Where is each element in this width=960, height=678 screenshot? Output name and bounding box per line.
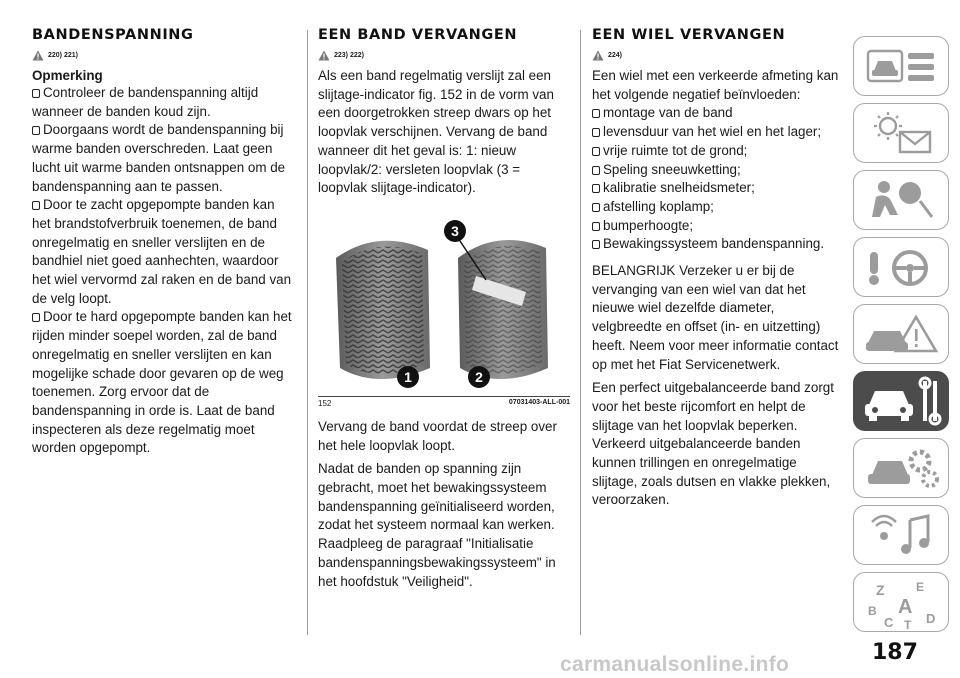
index-letter: D — [926, 611, 936, 626]
bullet-box-icon — [32, 126, 40, 135]
lights-warning-tab[interactable] — [853, 103, 949, 163]
steering-wheel-icon — [854, 238, 950, 298]
column-divider — [580, 30, 581, 635]
car-dashboard-tab[interactable] — [853, 36, 949, 96]
warning-refs — [592, 49, 844, 61]
figure-caption — [318, 399, 570, 408]
index-letter: E — [916, 580, 925, 594]
car-info-icon — [854, 37, 950, 97]
bullet-box-icon — [592, 147, 600, 156]
multimedia-tab[interactable] — [853, 505, 949, 565]
list-item: montage van de band — [592, 104, 844, 123]
bullet-box-icon — [592, 184, 600, 193]
list-item: Bewakingssysteem bandenspanning. — [592, 235, 844, 254]
column-tire-replace — [318, 26, 570, 596]
airbag-icon — [854, 171, 950, 231]
column-divider — [307, 30, 308, 635]
index-letter: T — [904, 618, 912, 632]
section-title: EEN WIEL VERVANGEN — [592, 27, 786, 43]
bullet-box-icon — [592, 240, 600, 249]
column-wheel-replace — [592, 26, 844, 515]
bullet-box-icon — [592, 222, 600, 231]
watermark: carmanualsonline.info — [560, 653, 790, 676]
index-letter: Z — [876, 582, 885, 598]
warning-triangle-icon — [592, 50, 604, 61]
safety-tab[interactable] — [853, 170, 949, 230]
index-letter: A — [898, 596, 913, 618]
warning-triangle-icon — [32, 50, 44, 61]
bullet-box-icon — [592, 203, 600, 212]
list-item: Door te hard opgepompte banden kan het rijden minder soepel worden, zal de band onregelmatig en sneller verslijten en kan mogelijke schade door gevaren op de weg toenemen. Zorg ervoor dat de bandenspanning in orde is. Laat de band inspecteren als deze regelmatig moet worden opgepompt. — [32, 309, 292, 456]
index-tab[interactable] — [853, 572, 949, 632]
list-item: levensduur van het wiel en het lager; — [592, 123, 844, 142]
list-item: Doorgaans wordt de bandenspanning bij warme banden overschreden. Laat geen lucht uit warme banden ontsnappen om de bandenspanning aan te passen. — [32, 122, 286, 194]
section-title: BANDENSPANNING — [32, 27, 194, 43]
tire-wear-figure — [318, 218, 570, 397]
list-item: Door te zacht opgepompte banden kan het brandstofverbruik toenemen, de band onregelmatig en sneller verslijten en de bandhiel niet goed aanhechten, waardoor het wiel vervormd zal raken en de band van de velg loopt. — [32, 197, 292, 306]
intro-paragraph: Als een band regelmatig verslijt zal een slijtage-indicator fig. 152 in de vorm van een doorgetrokken streep dwars op het loopvlak verschijnen. Vervang de band wanneer dit het geval is: 1: nieuw loopvlak/2: versleten loopvlak (3 = loopvlak slijtage-indicator). — [318, 68, 554, 196]
note-heading: Opmerking — [32, 68, 103, 83]
list-item: Controleer de bandenspanning altijd wanneer de banden koud zijn. — [32, 85, 259, 119]
callout-3: 3 — [444, 220, 466, 242]
warning-ref-text: 220) 221) — [48, 51, 78, 59]
warning-triangle-icon — [318, 50, 330, 61]
tire-tread-illustration — [318, 218, 570, 396]
list-item: afstelling koplamp; — [592, 198, 844, 217]
list-item: Speling sneeuwketting; — [592, 161, 844, 180]
car-emergency-icon — [854, 305, 950, 365]
index-letter: C — [884, 615, 894, 630]
list-item: bumperhoogte; — [592, 217, 844, 236]
list-item: vrije ruimte tot de grond; — [592, 142, 844, 161]
paragraph: BELANGRIJK Verzeker u er bij de vervanging van een wiel van dat het nieuwe wiel dezelfde diameter, velgbreedte en offset (in- en uitzetting) heeft. Neem voor meer informatie contact op met het Fiat Servicenetwerk. — [592, 263, 839, 372]
callout-2: 2 — [468, 366, 490, 388]
column-tire-pressure — [32, 26, 294, 458]
warning-refs — [32, 49, 294, 61]
car-wrench-icon — [853, 371, 949, 431]
paragraph: Vervang de band voordat de streep over het hele loopvlak loopt. — [318, 418, 557, 453]
figure-code: 07031403-ALL-001 — [508, 398, 570, 406]
technical-data-tab[interactable] — [853, 438, 949, 498]
warning-light-icon — [854, 104, 950, 164]
emergency-tab[interactable] — [853, 304, 949, 364]
page-number: 187 — [872, 640, 918, 665]
driving-tab[interactable] — [853, 237, 949, 297]
bullet-box-icon — [592, 109, 600, 118]
section-title: EEN BAND VERVANGEN — [318, 27, 518, 43]
warning-ref-text: 224) — [608, 51, 623, 59]
effects-list — [592, 104, 844, 254]
maintenance-tab[interactable] — [853, 371, 949, 431]
bullet-box-icon — [32, 201, 40, 210]
bullet-box-icon — [32, 89, 40, 98]
warning-ref-text: 223) 222) — [334, 51, 364, 59]
intro-paragraph: Een wiel met een verkeerde afmeting kan het volgende negatief beïnvloeden: — [592, 68, 839, 102]
paragraph: Een perfect uitgebalanceerde band zorgt voor het beste rijcomfort en helpt de slijtage van het loopvlak beperken. Verkeerd uitgebalanceerde banden kunnen trillingen en onregelmatige slijtage, zoals dutsen en vlakke plekken, veroorzaken. — [592, 380, 834, 508]
callout-1: 1 — [397, 366, 419, 388]
bullet-box-icon — [592, 166, 600, 175]
warning-refs — [318, 49, 570, 61]
figure-number: 152 — [318, 398, 332, 408]
paragraph: Nadat de banden op spanning zijn gebracht, moet het bewakingssysteem bandenspanning geïnitialiseerd worden, zodat het systeem normaal kan werken. Raadpleeg de paragraaf "Initialisatie bandenspanningsbewakingssysteem" in het hoofdstuk "Veiligheid". — [318, 461, 556, 589]
list-item: kalibratie snelheidsmeter; — [592, 179, 844, 198]
index-letter: B — [868, 604, 877, 618]
music-note-icon — [854, 506, 950, 566]
gears-icon — [854, 439, 950, 499]
bullet-box-icon — [592, 128, 600, 137]
alphabet-index-icon — [854, 573, 950, 633]
bullet-box-icon — [32, 313, 40, 322]
